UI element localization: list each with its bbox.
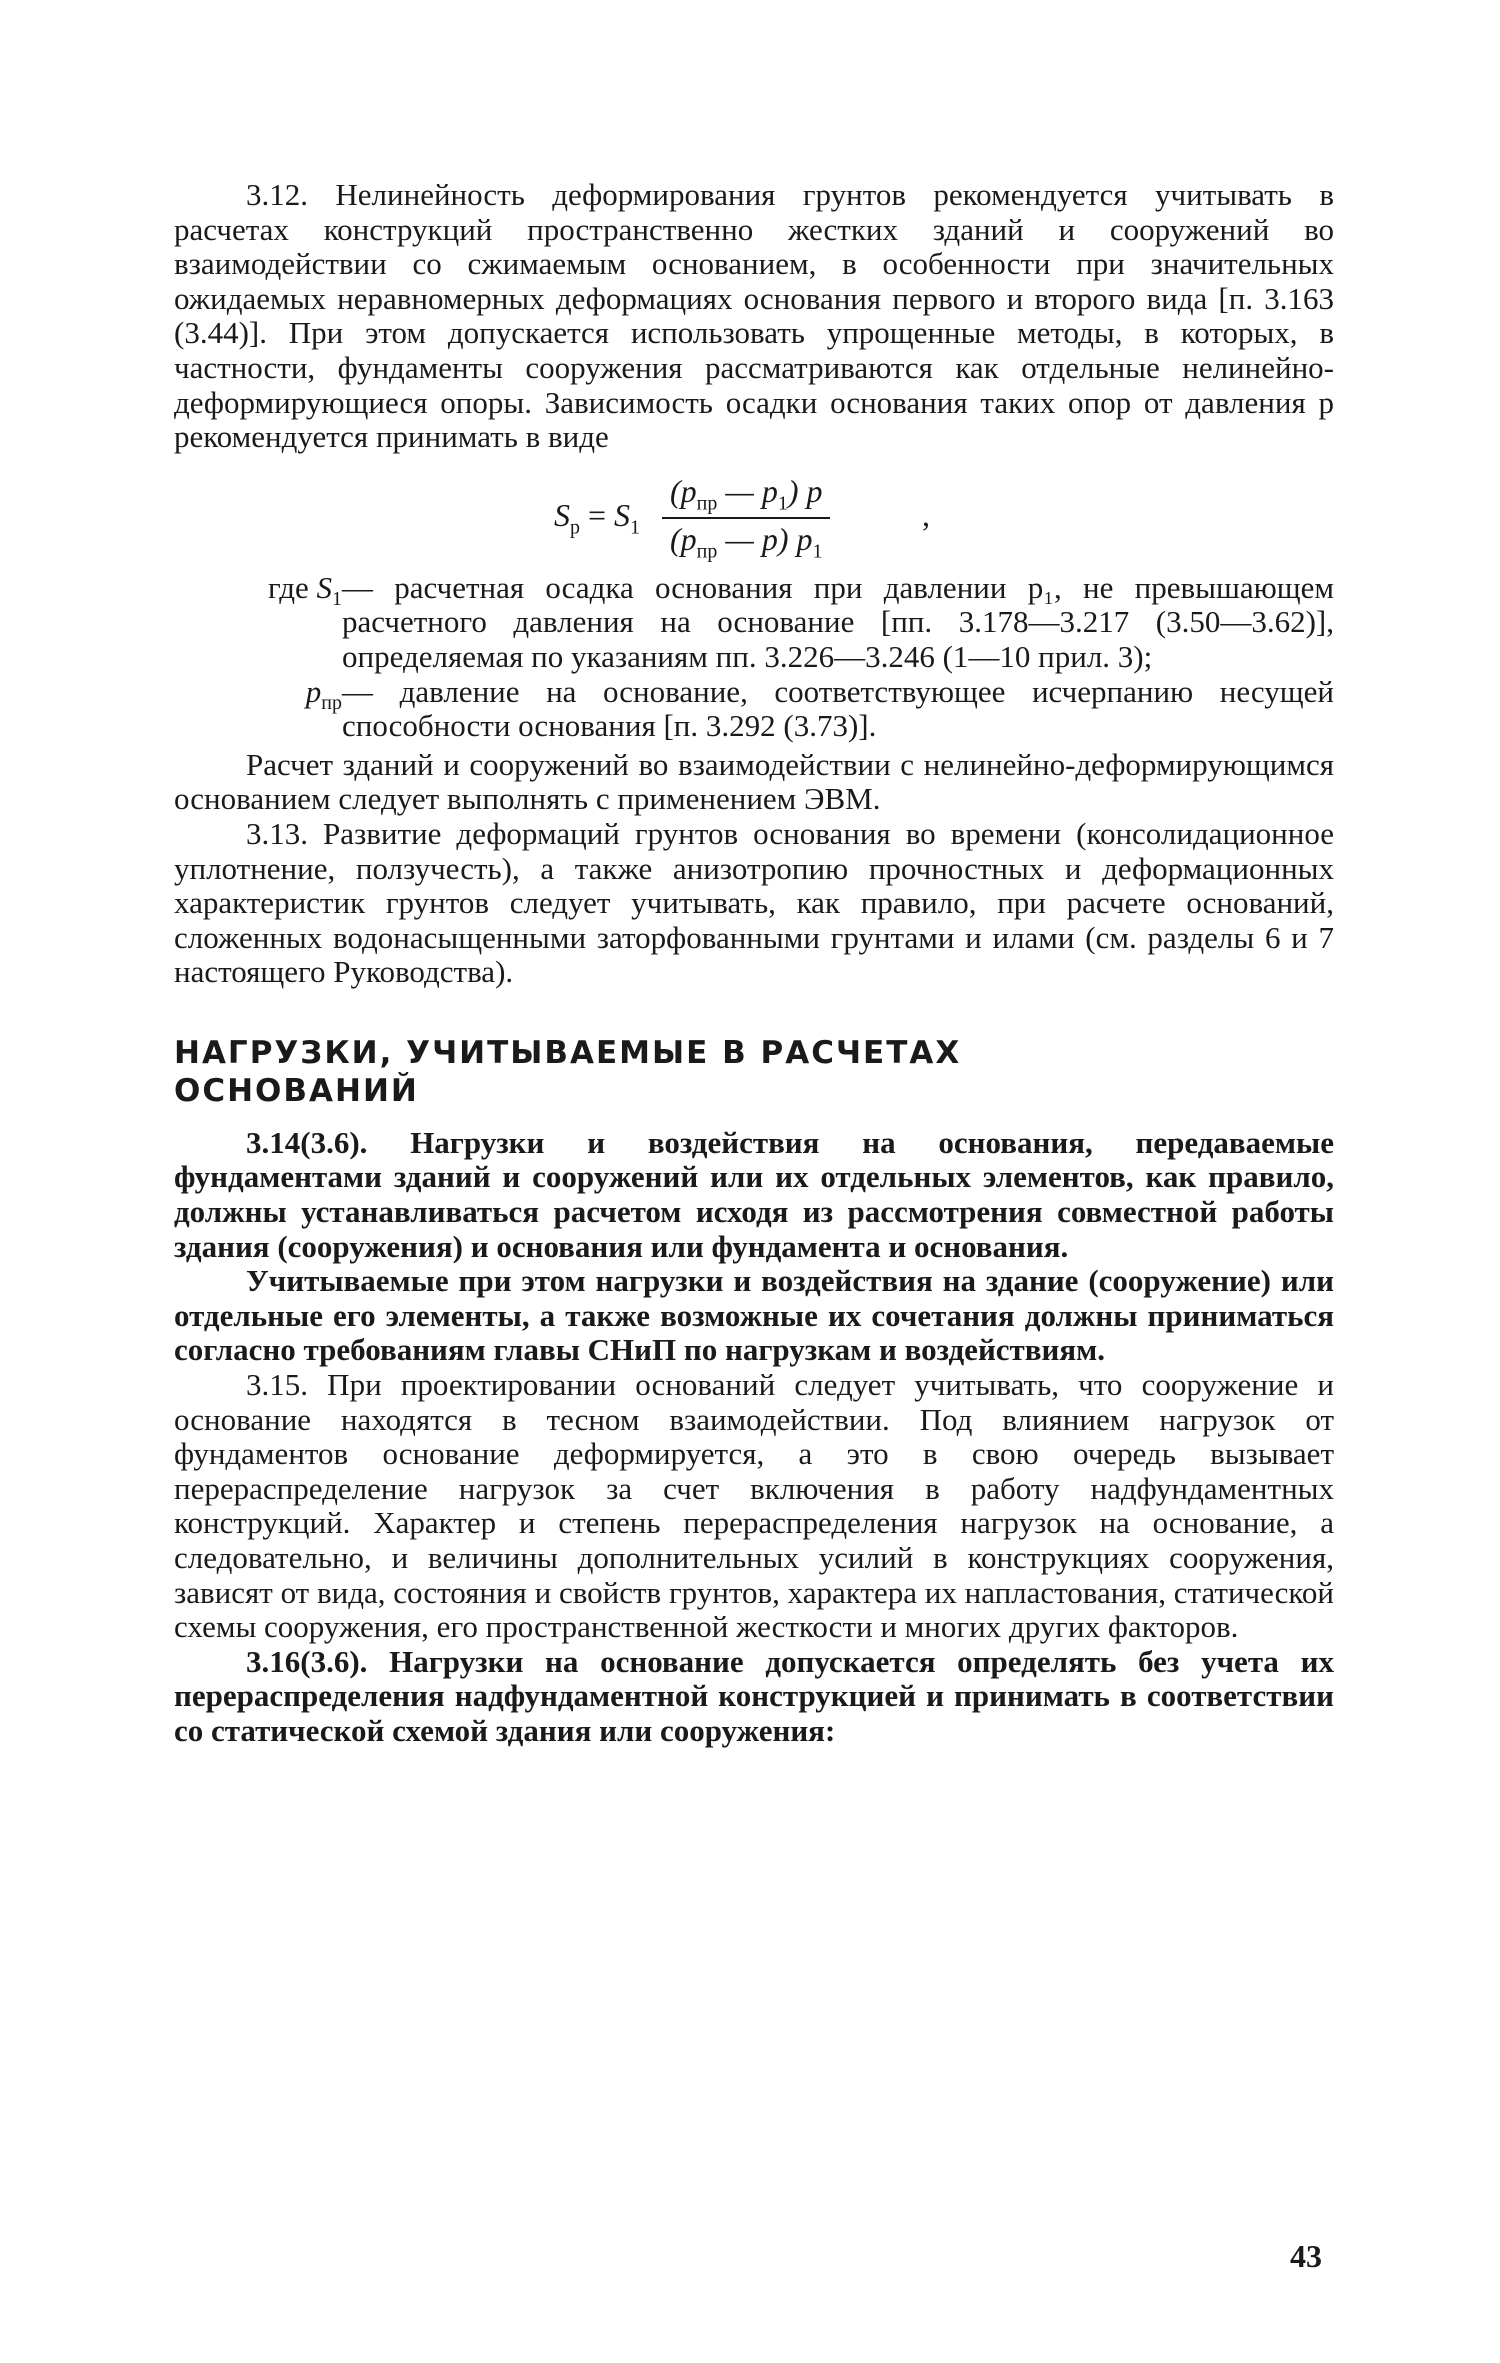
paragraph-3-14-continued: Учитываемые при этом нагрузки и воздействия на здание (сооружение) или отдельные его элементы, а также возможные их сочетания должны приниматься согласно требованиям главы СНиП по нагрузкам и воздействиям. xyxy=(174,1263,1334,1368)
paragraph-3-12: 3.12. Нелинейность деформирования грунтов рекомендуется учитывать в расчетах конструкций пространственно жестких зданий и сооружений во взаимодействии со сжимаемым основанием, в особенности при значительных ожидаемых неравномерных деформациях основания первого и второго вида [п. 3.163 (3.44)]. При этом допускается использовать упрощенные методы, в которых, в частности, фундаменты сооружения рассматриваются как отдельные нелинейно-деформирующиеся опоры. Зависимость осадки основания таких опор от давления p рекомендуется принимать в виде xyxy=(174,177,1334,455)
paragraph-3-15: 3.15. При проектировании оснований следует учитывать, что сооружение и основание находятся в тесном взаимодействии. Под влиянием нагрузок от фундаментов основание деформируется, а это в свою очередь вызывает перераспределение нагрузок за счет включения в работу надфундаментных конструкций. Характер и степень перераспределения нагрузок на основание, а следовательно, и величины дополнительных усилий в конструкциях сооружения, зависят от вида, состояния и свойств грунтов, характера их напластования, статической схемы сооружения, его пространственной жесткости и многих других факторов. xyxy=(174,1367,1334,1645)
page-number: 43 xyxy=(1290,2238,1322,2274)
formula-fraction xyxy=(662,473,830,564)
formula-comma: , xyxy=(922,496,930,533)
paragraph-3-16: 3.16(3.6). Нагрузки на основание допускается определять без учета их перераспределения надфундаментной конструкцией и принимать в соответствии со статической схемой здания или сооружения: xyxy=(174,1643,1334,1748)
section-heading: НАГРУЗКИ, УЧИТЫВАЕМЫЕ В РАСЧЕТАХ ОСНОВАНИЙ xyxy=(174,1034,962,1109)
definition-ppr-text: — давление на основание, соответствующее исчерпанию несущей способности основания [п. 3.292 (3.73)]. xyxy=(342,673,1334,744)
formula-numerator: ($p_{пр}$ — $p_1$) p xyxy=(670,472,823,515)
formula-denominator: ($p_{пр}$ — p) $p_1$ xyxy=(670,521,823,563)
text-column xyxy=(174,178,1334,1749)
where-word: где xyxy=(268,569,309,605)
paragraph-3-13: 3.13. Развитие деформаций грунтов основания во времени (консолидационное уплотнение, ползучесть), а также анизотропию прочностных и деформационных характеристик грунтов следует учитывать, как правило, при расчете оснований, сложенных водонасыщенными заторфованными грунтами и илами (см. разделы 6 и 7 настоящего Руководства). xyxy=(174,815,1334,990)
settlement-formula xyxy=(174,465,1334,561)
fraction-bar xyxy=(662,517,830,519)
formula-lhs: $S_p = S_1$ xyxy=(554,496,641,539)
paragraph-calculation: Расчет зданий и сооружений во взаимодействии с нелинейно-деформирующимся основанием следует выполнять с применением ЭВМ. xyxy=(174,746,1334,817)
definition-ppr: $p_{пр}$ — давление на основание, соответствующее исчерпанию несущей способности основания [п. 3.292 (3.73)]. xyxy=(305,673,1334,744)
paragraph-3-14: 3.14(3.6). Нагрузки и воздействия на основания, передаваемые фундаментами зданий и сооружений или их отдельных элементов, как правило, должны устанавливаться расчетом исходя из рассмотрения совместной работы здания (сооружения) и основания или фундамента и основания. xyxy=(174,1124,1334,1264)
definition-s1-text: — расчетная осадка основания при давлении p₁, не превышающем расчетного давления на основание [пп. 3.178—3.217 (3.50—3.62)], определяемая по указаниям пп. 3.226—3.246 (1—10 прил. 3); xyxy=(342,569,1334,674)
definition-s1: где $S_1$ — расчетная осадка основания при давлении p₁, не превышающем расчетного давления на основание [пп. 3.178—3.217 (3.50—3.62)], определяемая по указаниям пп. 3.226—3.246 (1—10 прил. 3); xyxy=(268,569,1334,674)
definitions xyxy=(174,571,1334,744)
